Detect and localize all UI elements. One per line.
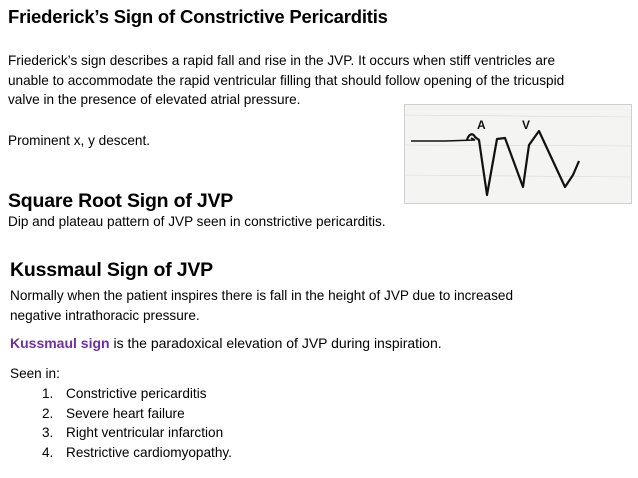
descent-note: Prominent x, y descent. [8, 133, 151, 148]
kussmaul-title: Kussmaul Sign of JVP [10, 259, 213, 281]
list-number: 1. [42, 386, 54, 401]
wave-label-a: A [477, 118, 486, 132]
list-item-text: Severe heart failure [66, 405, 185, 421]
list-item [42, 384, 232, 404]
list-number: 2. [42, 405, 54, 421]
friedericks-line-2: unable to accommodate the rapid ventricular filling that should follow opening of the tricuspid [8, 72, 565, 88]
list-item [42, 423, 232, 443]
friedericks-title: Friederick’s Sign of Constrictive Pericarditis [8, 6, 388, 27]
jvp-waveform-figure [404, 104, 632, 204]
list-item [42, 404, 232, 424]
list-item [42, 443, 232, 463]
kussmaul-line-2: negative intrathoracic pressure. [10, 307, 200, 323]
wave-label-v: V [522, 118, 531, 132]
list-number: 3. [42, 425, 54, 441]
list-item-text: Right ventricular infarction [66, 425, 224, 441]
list-item-text: Constrictive pericarditis [66, 386, 207, 401]
friedericks-line-1: Friederick’s sign describes a rapid fall and rise in the JVP. It occurs when stiff ventricles are [8, 53, 556, 68]
kussmaul-description [10, 286, 513, 325]
friedericks-description [8, 51, 564, 110]
kussmaul-line-1: Normally when the patient inspires there is fall in the height of JVP due to increased [10, 288, 514, 303]
list-number: 4. [42, 444, 54, 460]
friedericks-line-3: valve in the presence of elevated atrial pressure. [8, 92, 301, 107]
kussmaul-term: Kussmaul sign [10, 335, 110, 351]
square-root-title: Square Root Sign of JVP [8, 190, 234, 212]
seen-in-label: Seen in: [10, 366, 60, 381]
conditions-list [42, 384, 232, 462]
jvp-waveform-drawing [405, 105, 631, 203]
square-root-text: Dip and plateau pattern of JVP seen in constrictive pericarditis. [8, 214, 386, 229]
list-item-text: Restrictive cardiomyopathy. [66, 444, 232, 460]
kussmaul-definition [10, 334, 442, 354]
kussmaul-definition-text: is the paradoxical elevation of JVP during inspiration. [109, 335, 442, 351]
